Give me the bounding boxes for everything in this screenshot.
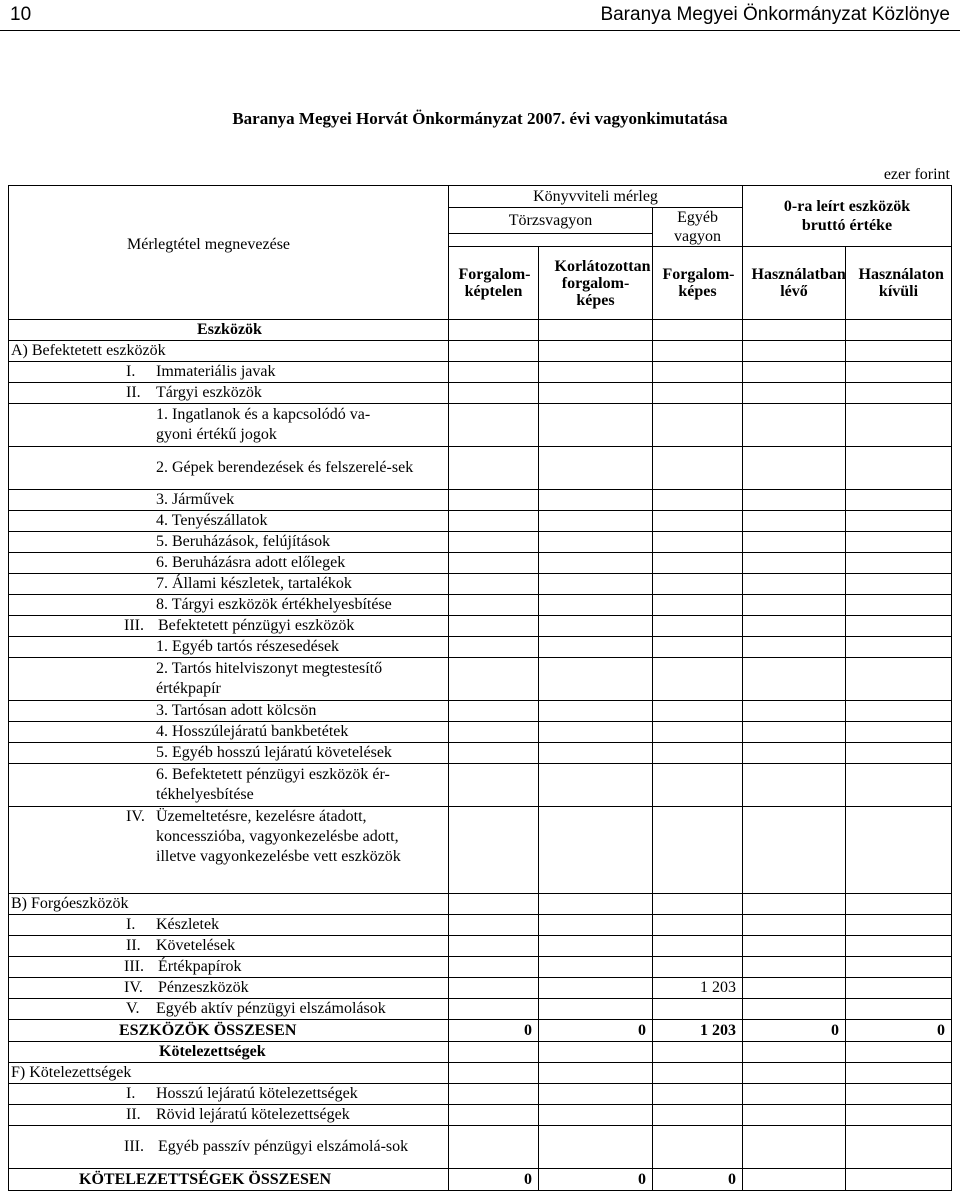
table-row: A) Befektetett eszközök: [9, 341, 952, 362]
table-row: III. Értékpapírok: [9, 957, 952, 978]
table-row: 4. Tenyészállatok: [9, 511, 952, 532]
table-row: [9, 320, 952, 341]
col-other-header: Egyéb vagyon: [653, 208, 743, 247]
table-row: 4. Hosszúlejáratú bankbetétek: [9, 722, 952, 743]
table-row: I. Hosszú lejáratú kötelezettségek: [9, 1084, 952, 1105]
publication-title: Baranya Megyei Önkormányzat Közlönye: [600, 4, 950, 25]
cash-value: 1 203: [653, 978, 743, 999]
table-row: [9, 1042, 952, 1063]
table-row: B) Forgóeszközök: [9, 894, 952, 915]
table-row: 2. Gépek berendezések és felszerelé-sek: [9, 447, 952, 490]
section-liabilities: Kötelezettségek: [9, 1042, 449, 1063]
col-c2-header: Korlátozottan forgalom-képes: [539, 247, 653, 320]
col-c5-header: Használaton kívüli: [846, 247, 952, 320]
table-row: 5. Egyéb hosszú lejáratú követelések: [9, 743, 952, 764]
table-row: V. Egyéb aktív pénzügyi elszámolások: [9, 999, 952, 1020]
table-row: III. Befektetett pénzügyi eszközök: [9, 616, 952, 637]
col-c4-header: Használatban lévő: [743, 247, 846, 320]
table-row: IV. Üzemeltetésre, kezelésre átadott, koncesszióba, vagyonkezelésbe adott, illetve vagyonkezelésbe vett eszközök: [9, 807, 952, 894]
table-row: 7. Állami készletek, tartalékok: [9, 574, 952, 595]
page-header: [0, 0, 960, 31]
table-row: II. Rövid lejáratú kötelezettségek: [9, 1105, 952, 1126]
col-written-header: 0-ra leírt eszközök bruttó értéke: [743, 186, 952, 247]
col-core-header: Törzsvagyon: [449, 208, 653, 234]
table-row: 8. Tárgyi eszközök értékhelyesbítése: [9, 595, 952, 616]
total-assets-row: ESZKÖZÖK ÖSSZESEN 0 0 1 203 0 0: [9, 1020, 952, 1042]
table-row: II. Követelések: [9, 936, 952, 957]
table-row: 5. Beruházások, felújítások: [9, 532, 952, 553]
table-row: 3. Járművek: [9, 490, 952, 511]
table-row: 6. Beruházásra adott előlegek: [9, 553, 952, 574]
table-row: 1. Ingatlanok és a kapcsolódó va-gyoni értékű jogok: [9, 404, 952, 447]
col-c1-header: Forgalom-képtelen: [449, 247, 539, 320]
table-row: II. Tárgyi eszközök: [9, 383, 952, 404]
table-row: 2. Tartós hitelviszonyt megtestesítő értékpapír: [9, 658, 952, 701]
document-title: Baranya Megyei Horvát Önkormányzat 2007. évi vagyonkimutatása: [232, 109, 728, 128]
asset-table: [8, 185, 952, 1191]
table-row: 6. Befektetett pénzügyi eszközök ér-tékhelyesbítése: [9, 764, 952, 807]
table-row: IV. Pénzeszközök 1 203: [9, 978, 952, 999]
table-row: F) Kötelezettségek: [9, 1063, 952, 1084]
col-item-header: Mérlegtétel megnevezése: [9, 186, 449, 320]
table-row: I. Készletek: [9, 915, 952, 936]
page-number: 10: [10, 4, 32, 25]
section-assets: Eszközök: [9, 320, 449, 341]
table-row: 1. Egyéb tartós részesedések: [9, 637, 952, 658]
col-c3-header: Forgalom-képes: [653, 247, 743, 320]
table-row: III. Egyéb passzív pénzügyi elszámolá-sok: [9, 1126, 952, 1169]
table-row: 3. Tartósan adott kölcsön: [9, 701, 952, 722]
col-book-header: Könyvviteli mérleg: [449, 186, 743, 208]
unit-label: ezer forint: [883, 166, 950, 183]
total-liabilities-row: KÖTELEZETTSÉGEK ÖSSZESEN 0 0 0: [9, 1169, 952, 1191]
table-row: I. Immateriális javak: [9, 362, 952, 383]
